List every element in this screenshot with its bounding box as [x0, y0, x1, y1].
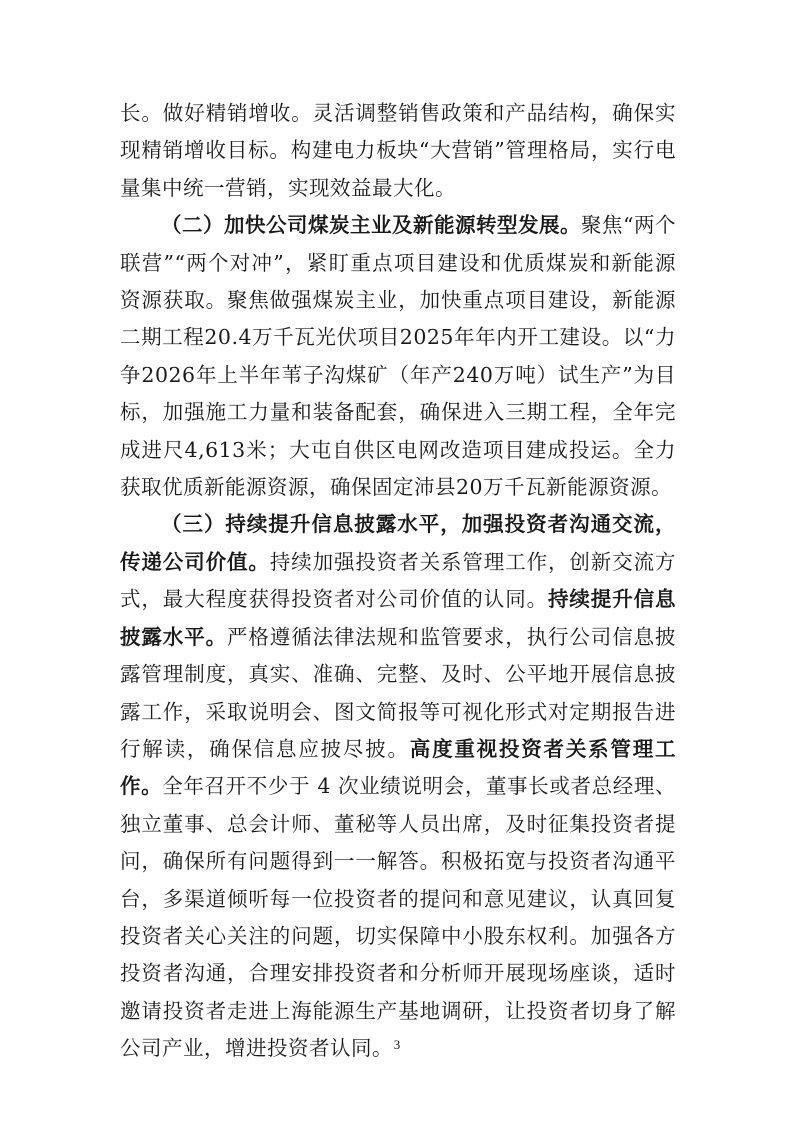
text-run: 持续加强投资者关系管理工作，创新交流方式，最大程度获得投资者对公司价值的认同。 — [120, 549, 677, 612]
paragraph-1 — [120, 95, 676, 207]
page-number: 3 — [393, 1037, 401, 1052]
subheading-disclosure: 持续提升信息披露水平。 — [120, 587, 676, 649]
text-run: 长。做好精销增收。灵活调整销售政策和产品结构，确保实现精销增收目标。构建电力板块“大营销”管理格局，实行电量集中统一营销，实现效益最大化。 — [120, 101, 676, 200]
text-run: 严格遵循法律法规和监管要求，执行公司信息披露管理制度，真实、准确、完整、及时、公平地开展信息披露工作，采取说明会、图文简报等可视化形式对定期报告进行解读，确保信息应披尽披。 — [120, 624, 676, 761]
section-heading-2: （二）加快公司煤炭主业及新能源转型发展。 — [161, 213, 582, 238]
paragraph-3 — [120, 506, 676, 1067]
paragraph-2 — [120, 207, 676, 506]
text-run: 全年召开不少于 4 次业绩说明会，董事长或者总经理、独立董事、总会计师、董秘等人员出席，及时征集投资者提问，确保所有问题得到一一解答。积极拓宽与投资者沟通平台，多渠道倾听每一位投资者的提问和意见建议，认真回复投资者关心关注的问题，切实保障中小股东权利。加强各方投资者沟通，合理安排投资者和分析师开展现场座谈，适时邀请投资者走进上海能源生产基地调研，让投资者切身了解公司产业，增进投资者认同。 — [120, 774, 676, 1061]
subheading-investor-relations: 高度重视投资者关系管理工作。 — [120, 736, 677, 799]
body-text — [120, 95, 676, 1068]
text-run: 聚焦“两个联营”“两个对冲”，紧盯重点项目建设和优质煤炭和新能源资源获取。聚焦做强煤炭主业，加快重点项目建设，新能源二期工程20.4万千瓦光伏项目2025年年内开工建设。以“力争2026年上半年苇子沟煤矿（年产240万吨）试生产”为目标，加强施工力量和装备配套，确保进入三期工程，全年完成进尺4,613米；大屯自供区电网改造项目建成投运。全力获取优质新能源资源，确保固定沛县20万千瓦新能源资源。 — [120, 213, 676, 500]
section-heading-3: （三）持续提升信息披露水平，加强投资者沟通交流，传递公司价值。 — [120, 512, 676, 574]
